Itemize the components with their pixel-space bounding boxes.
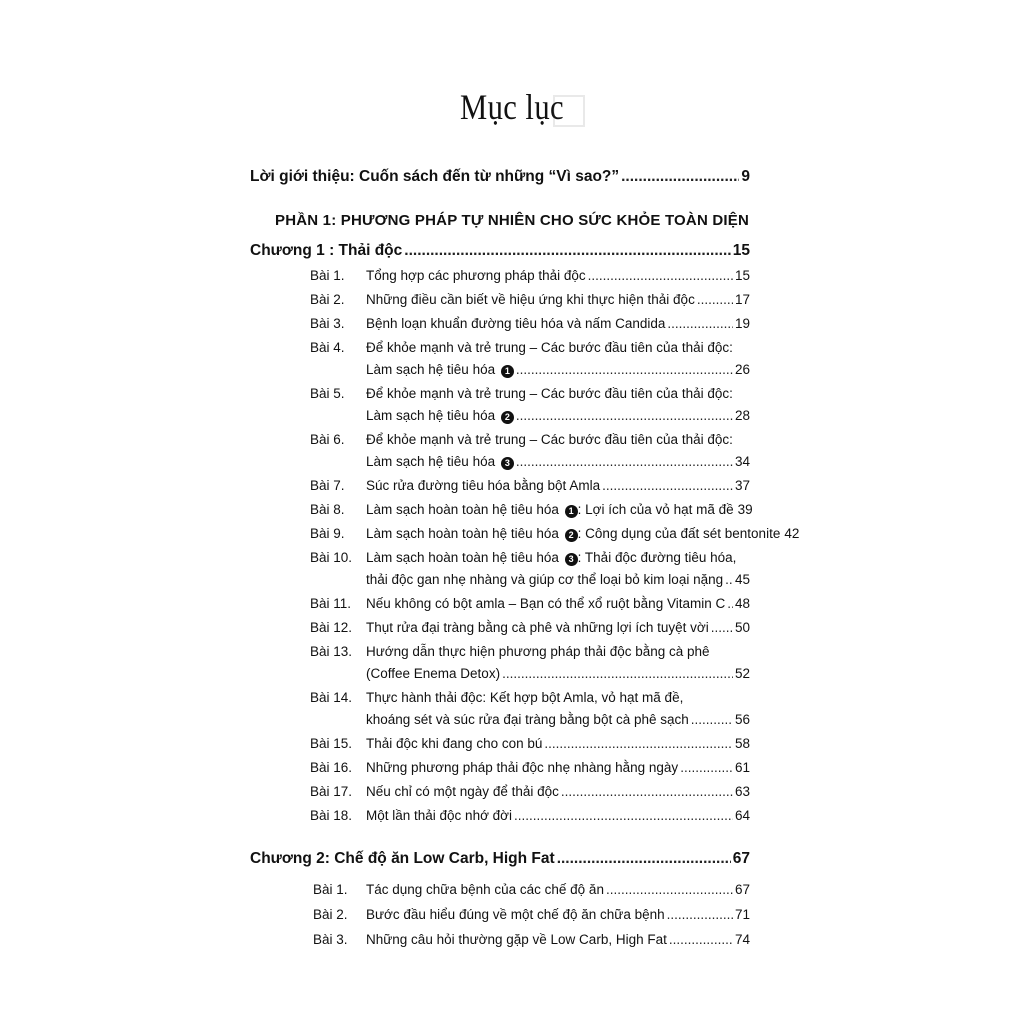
chapter-page: 15 — [732, 242, 750, 259]
leader-dots — [711, 620, 733, 635]
lesson-number: Bài 16. — [310, 760, 353, 775]
leader-dots — [621, 168, 739, 186]
lesson-number: Bài 14. — [310, 690, 353, 705]
lesson-number: Bài 2. — [313, 907, 348, 922]
lesson-page: 42 — [784, 526, 800, 541]
lesson-number: Bài 17. — [310, 784, 353, 799]
lesson-number: Bài 1. — [310, 268, 345, 283]
lesson-title: Làm sạch hệ tiêu hóa 3 — [366, 454, 514, 470]
toc-entry — [366, 268, 750, 283]
part-heading: PHẦN 1: PHƯƠNG PHÁP TỰ NHIÊN CHO SỨC KHỎE TOÀN DIỆN — [275, 212, 749, 229]
leader-dots — [561, 784, 733, 799]
chapter-page: 67 — [732, 850, 750, 867]
lesson-title-line1: Làm sạch hoàn toàn hệ tiêu hóa 3 : Thải độc đường tiêu hóa, — [366, 550, 737, 565]
leader-dots — [602, 478, 733, 493]
toc-entry — [366, 736, 750, 751]
toc-entry — [366, 620, 750, 635]
leader-dots — [588, 268, 733, 283]
lesson-number: Bài 10. — [310, 550, 353, 565]
lesson-title: Súc rửa đường tiêu hóa bằng bột Amla — [366, 478, 601, 493]
lesson-title: Một lần thải độc nhớ đời — [366, 808, 513, 823]
toc-entry — [366, 316, 750, 331]
toc-entry — [366, 526, 800, 542]
leader-dots — [697, 292, 733, 307]
lesson-page: 28 — [734, 408, 750, 423]
lesson-page: 52 — [734, 666, 750, 681]
leader-dots — [667, 907, 733, 922]
toc-entry — [366, 712, 750, 727]
lesson-title: khoáng sét và súc rửa đại tràng bằng bột cà phê sạch — [366, 712, 689, 727]
lesson-title: Làm sạch hoàn toàn hệ tiêu hóa 2 : Công dụng của đất sét bentonite — [366, 526, 781, 541]
lesson-page: 26 — [734, 362, 750, 377]
lesson-number: Bài 13. — [310, 644, 353, 659]
lesson-title: Tổng hợp các phương pháp thải độc — [366, 268, 586, 283]
lesson-number: Bài 1. — [313, 882, 348, 897]
lesson-page: 58 — [734, 736, 750, 751]
lesson-title: Nếu chỉ có một ngày để thải độc — [366, 784, 559, 799]
leader-dots — [516, 454, 733, 469]
lesson-title-line1: Hướng dẫn thực hiện phương pháp thải độc bằng cà phê — [366, 644, 710, 659]
entry-label: Lời giới thiệu: Cuốn sách đến từ những “Vì sao?” — [250, 168, 620, 185]
chapter-label: Chương 1 : Thải độc — [250, 242, 403, 259]
number-badge: 3 — [501, 457, 514, 470]
leader-dots — [404, 242, 730, 260]
lesson-title: (Coffee Enema Detox) — [366, 666, 501, 681]
lesson-page: 48 — [734, 596, 750, 611]
chapter-2-heading — [250, 850, 750, 868]
lesson-number: Bài 9. — [310, 526, 345, 541]
leader-dots — [691, 712, 733, 727]
lesson-number: Bài 5. — [310, 386, 345, 401]
toc-entry — [366, 784, 750, 799]
lesson-page: 63 — [734, 784, 750, 799]
toc-entry — [366, 808, 750, 823]
lesson-title: Làm sạch hệ tiêu hóa 1 — [366, 362, 514, 378]
leader-dots — [557, 850, 731, 868]
toc-entry — [366, 362, 750, 378]
leader-dots — [725, 572, 733, 587]
lesson-title: Bệnh loạn khuẩn đường tiêu hóa và nấm Candida — [366, 316, 666, 331]
toc-entry — [366, 292, 750, 307]
leader-dots — [680, 760, 733, 775]
toc-entry — [366, 760, 750, 775]
lesson-title: Bước đầu hiểu đúng về một chế độ ăn chữa bệnh — [366, 907, 665, 922]
toc-entry-intro — [250, 168, 750, 186]
toc-entry — [366, 907, 750, 922]
lesson-number: Bài 2. — [310, 292, 345, 307]
lesson-page: 45 — [734, 572, 750, 587]
lesson-number: Bài 3. — [313, 932, 348, 947]
toc-entry — [366, 454, 750, 470]
lesson-title: Những phương pháp thải độc nhẹ nhàng hằng ngày — [366, 760, 679, 775]
number-badge: 3 — [565, 553, 578, 566]
leader-dots — [667, 316, 733, 331]
lesson-number: Bài 6. — [310, 432, 345, 447]
lesson-title: Làm sạch hệ tiêu hóa 2 — [366, 408, 514, 424]
lesson-page: 37 — [734, 478, 750, 493]
lesson-page: 50 — [734, 620, 750, 635]
lesson-number: Bài 8. — [310, 502, 345, 517]
leader-dots — [516, 408, 733, 423]
toc-entry — [366, 478, 750, 493]
lesson-number: Bài 3. — [310, 316, 345, 331]
lesson-number: Bài 18. — [310, 808, 353, 823]
toc-entry — [366, 408, 750, 424]
lesson-title: Nếu không có bột amla – Bạn có thể xổ ruột bằng Vitamin C — [366, 596, 726, 611]
number-badge: 1 — [501, 365, 514, 378]
lesson-page: 19 — [734, 316, 750, 331]
leader-dots — [544, 736, 733, 751]
toc-entry — [366, 502, 753, 518]
lesson-number: Bài 15. — [310, 736, 353, 751]
chapter-1-heading — [250, 242, 750, 260]
lesson-number: Bài 4. — [310, 340, 345, 355]
lesson-title: Những câu hỏi thường gặp về Low Carb, High Fat — [366, 932, 667, 947]
lesson-number: Bài 7. — [310, 478, 345, 493]
lesson-title-line1: Thực hành thải độc: Kết hợp bột Amla, vỏ hạt mã đề, — [366, 690, 684, 705]
leader-dots — [606, 882, 733, 897]
lesson-page: 56 — [734, 712, 750, 727]
lesson-page: 74 — [734, 932, 750, 947]
lesson-title: Thải độc khi đang cho con bú — [366, 736, 543, 751]
leader-dots — [516, 362, 733, 377]
lesson-page: 61 — [734, 760, 750, 775]
lesson-page: 15 — [734, 268, 750, 283]
faded-ornament — [548, 92, 592, 132]
toc-entry — [366, 666, 750, 681]
entry-page: 9 — [741, 168, 750, 185]
number-badge: 2 — [565, 529, 578, 542]
leader-dots — [669, 932, 733, 947]
lesson-title-line1: Để khỏe mạnh và trẻ trung – Các bước đầu tiên của thải độc: — [366, 340, 733, 355]
toc-entry — [366, 596, 750, 611]
lesson-page: 39 — [737, 502, 753, 517]
lesson-number: Bài 12. — [310, 620, 353, 635]
toc-entry — [366, 882, 750, 897]
lesson-title: Những điều cần biết về hiệu ứng khi thực hiện thải độc — [366, 292, 695, 307]
page-title: Mục lục — [459, 87, 565, 127]
lesson-page: 17 — [734, 292, 750, 307]
toc-entry — [366, 572, 750, 587]
lesson-title-line1: Để khỏe mạnh và trẻ trung – Các bước đầu tiên của thải độc: — [366, 432, 733, 447]
toc-entry — [366, 932, 750, 947]
lesson-title-line1: Để khỏe mạnh và trẻ trung – Các bước đầu tiên của thải độc: — [366, 386, 733, 401]
chapter-label: Chương 2: Chế độ ăn Low Carb, High Fat — [250, 850, 555, 867]
number-badge: 2 — [501, 411, 514, 424]
lesson-page: 64 — [734, 808, 750, 823]
leader-dots — [727, 596, 733, 611]
lesson-title: Tác dụng chữa bệnh của các chế độ ăn — [366, 882, 604, 897]
leader-dots — [502, 666, 733, 681]
lesson-page: 67 — [734, 882, 750, 897]
lesson-title: thải độc gan nhẹ nhàng và giúp cơ thể loại bỏ kim loại nặng — [366, 572, 724, 587]
lesson-page: 34 — [734, 454, 750, 469]
lesson-number: Bài 11. — [310, 596, 352, 611]
lesson-title: Thụt rửa đại tràng bằng cà phê và những lợi ích tuyệt vời — [366, 620, 709, 635]
lesson-title: Làm sạch hoàn toàn hệ tiêu hóa 1 : Lợi ích của vỏ hạt mã đề — [366, 502, 734, 517]
leader-dots — [514, 808, 733, 823]
number-badge: 1 — [565, 505, 578, 518]
lesson-page: 71 — [734, 907, 750, 922]
